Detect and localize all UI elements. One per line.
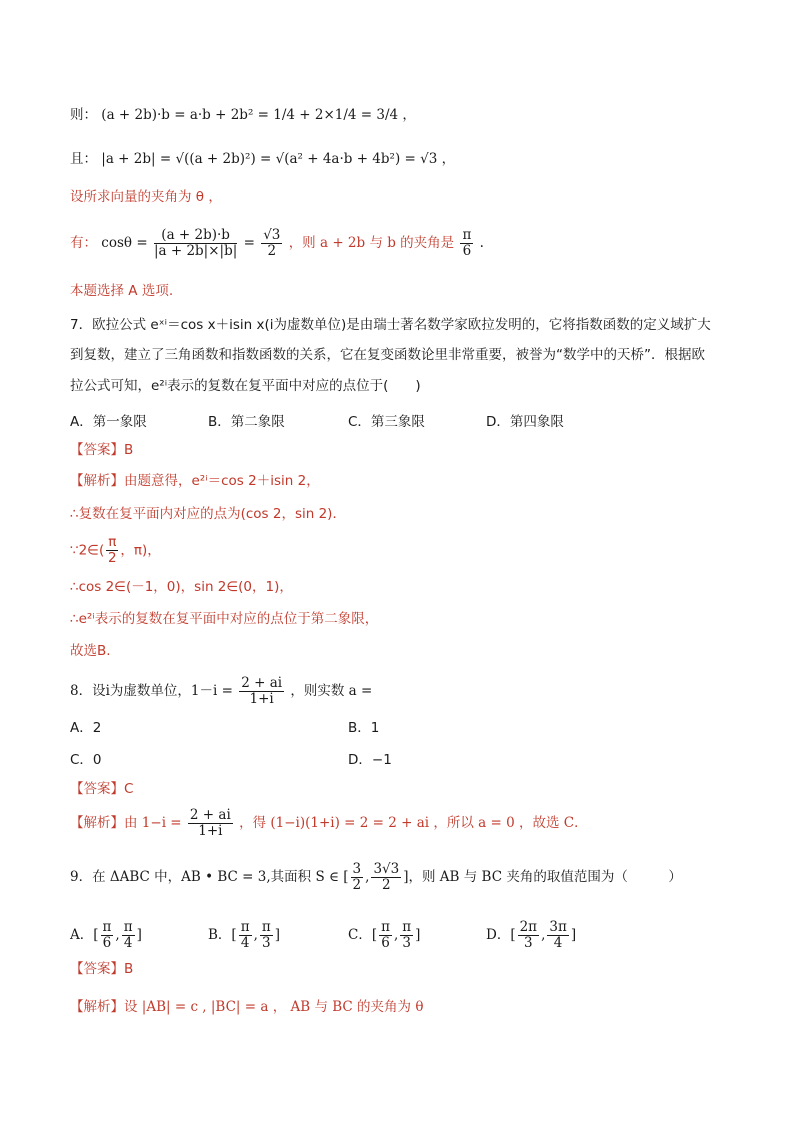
q7-analysis-line-3 (70, 535, 161, 566)
denominator: 4 (123, 935, 133, 951)
math-expression: |a + 2b| = √((a + 2b)²) = √(a² + 4a·b + 4b²) = √3 ， (101, 151, 456, 167)
q9-option-c (348, 920, 420, 951)
numerator: (a + 2b)·b (154, 228, 237, 244)
q7-stem-line-3: 拉公式可知，e²ⁱ表示的复数在复平面中对应的点位于( ) (70, 378, 421, 394)
q8-stem (70, 676, 372, 707)
fraction (379, 920, 392, 951)
denominator: 4 (553, 935, 563, 951)
denominator: 3 (524, 935, 533, 951)
q7-analysis-line-5: ∴e²ⁱ表示的复数在复平面中对应的点位于第二象限， (70, 611, 379, 627)
numerator: π (102, 919, 112, 935)
period: . (479, 235, 484, 251)
denominator: 4 (240, 935, 250, 951)
comma: , (115, 927, 120, 943)
fraction (239, 920, 252, 951)
q7-option-a: A．第一象限 (70, 414, 147, 430)
text: ∵2∈( (70, 542, 105, 559)
option-label: B．[ (208, 927, 237, 943)
comma: , (365, 869, 370, 885)
fraction (122, 920, 135, 951)
fraction (371, 862, 401, 893)
text: ，则实数 a = (290, 683, 373, 699)
equals: = (243, 235, 255, 251)
solution-line-3: 设所求向量的夹角为 θ ， (70, 189, 222, 205)
numerator: π (108, 534, 117, 550)
q8-option-b: B．1 (348, 720, 380, 736)
numerator: √3 (263, 227, 281, 243)
q7-analysis-line-2: ∴复数在复平面内对应的点为(cos 2，sin 2)． (70, 506, 346, 522)
solution-line-5: 本题选择 A 选项. (70, 283, 174, 299)
analysis-tag: 【解析】 (70, 999, 124, 1015)
text: 8．设i为虚数单位，1－i = (70, 683, 233, 699)
fraction (188, 808, 233, 839)
fraction (101, 920, 114, 951)
q7-analysis-line-1 (70, 472, 320, 490)
numerator: π (123, 919, 133, 935)
q9-option-b (208, 920, 280, 951)
denominator: 2 (267, 243, 277, 259)
fraction (239, 676, 284, 707)
q7-analysis-line-6: 故选B. (70, 643, 111, 659)
bracket: ] (136, 927, 142, 943)
q9-analysis (70, 998, 423, 1016)
q7-answer (70, 441, 133, 459)
q7-option-b: B．第二象限 (208, 414, 285, 430)
comma: , (393, 927, 399, 943)
numerator: π (261, 919, 271, 935)
denominator: 3 (262, 935, 271, 951)
cos-label: cosθ = (101, 235, 148, 251)
text: ]，则 AB 与 BC 夹角的取值范围为（ ） (403, 869, 682, 885)
fraction (260, 920, 273, 951)
q9-option-d (486, 920, 576, 951)
numerator: 2π (519, 919, 538, 935)
answer-value: C (124, 781, 134, 797)
answer-tag: 【答案】 (70, 442, 124, 458)
denominator: 2 (107, 550, 117, 566)
denominator: 2 (352, 877, 362, 893)
line-label: 有： (70, 235, 97, 251)
solution-line-4 (70, 228, 484, 259)
text: 由 1−i = (124, 815, 182, 831)
solution-line-2 (70, 150, 455, 168)
line-label: 则： (70, 107, 97, 123)
text: ，则 a + 2b 与 b 的夹角是 (288, 235, 455, 251)
q9-stem (70, 862, 682, 893)
answer-value: B (124, 961, 134, 977)
q7-analysis-line-4: ∴cos 2∈(－1，0)，sin 2∈(0，1)， (70, 579, 293, 595)
denominator: 3 (402, 935, 412, 951)
q7-stem-line-1: 7．欧拉公式 eˣⁱ＝cos x＋isin x(i为虚数单位)是由瑞士著名数学家欧拉发明的，它将指数函数的定义域扩大 (70, 317, 711, 333)
comma: , (253, 927, 258, 943)
bracket: ] (274, 927, 281, 943)
line-label: 且： (70, 151, 97, 167)
fraction (154, 228, 237, 259)
q7-option-d: D．第四象限 (486, 414, 564, 430)
fraction (460, 228, 473, 259)
math-expression: (a + 2b)·b = a·b + 2b² = 1/4 + 2×1/4 = 3/4 ， (101, 107, 416, 123)
answer-tag: 【答案】 (70, 781, 124, 797)
q9-option-a (70, 920, 142, 951)
q8-answer (70, 780, 133, 798)
fraction (518, 920, 539, 951)
fraction (106, 535, 118, 566)
denominator: |a + 2b|×|b| (153, 243, 238, 259)
denominator: 1+i (249, 691, 274, 707)
q7-option-c: C．第三象限 (348, 414, 425, 430)
q7-stem-line-2: 到复数，建立了三角函数和指数函数的关系，它在复变函数论里非常重要，被誉为“数学中的天桥”．根据欧 (70, 347, 705, 363)
q8-option-a: A．2 (70, 720, 102, 736)
fraction (261, 228, 282, 259)
analysis-tag: 【解析】 (70, 473, 124, 489)
bracket: ] (570, 927, 577, 943)
solution-line-1 (70, 106, 416, 124)
q8-analysis (70, 808, 588, 839)
answer-tag: 【答案】 (70, 961, 124, 977)
option-label: A．[ (70, 927, 99, 943)
denominator: 1+i (198, 823, 223, 839)
denominator: 6 (102, 935, 112, 951)
numerator: 2 + ai (189, 807, 231, 823)
numerator: π (240, 919, 250, 935)
numerator: 3 (352, 861, 362, 877)
fraction (547, 920, 568, 951)
fraction (400, 920, 413, 951)
analysis-text: 由题意得，e²ⁱ＝cos 2＋isin 2， (124, 473, 320, 489)
numerator: 3√3 (373, 861, 400, 877)
fraction (351, 862, 364, 893)
q8-option-d: D．−1 (348, 752, 392, 768)
option-label: C．[ (348, 927, 378, 943)
q9-answer (70, 960, 133, 978)
analysis-text: 设 |AB| = c , |BC| = a ， AB 与 BC 的夹角为 θ (124, 999, 424, 1015)
denominator: 2 (382, 877, 391, 893)
comma: , (541, 927, 546, 943)
q8-option-c: C．0 (70, 752, 102, 768)
numerator: π (381, 919, 390, 935)
text: 9．在 ΔABC 中，AB • BC = 3,其面积 S ∈ [ (70, 869, 349, 885)
text: ，得 (1−i)(1+i) = 2 = 2 + ai ，所以 a = 0 ，故选 C． (239, 815, 588, 831)
option-label: D．[ (486, 927, 516, 943)
denominator: 6 (462, 243, 472, 259)
numerator: 3π (549, 919, 567, 935)
numerator: π (402, 919, 412, 935)
numerator: 2 + ai (241, 675, 283, 691)
answer-value: B (124, 442, 134, 458)
analysis-tag: 【解析】 (70, 815, 124, 831)
denominator: 6 (381, 935, 390, 951)
text: ，π)， (120, 542, 161, 559)
numerator: π (462, 227, 472, 243)
bracket: ] (415, 927, 421, 943)
